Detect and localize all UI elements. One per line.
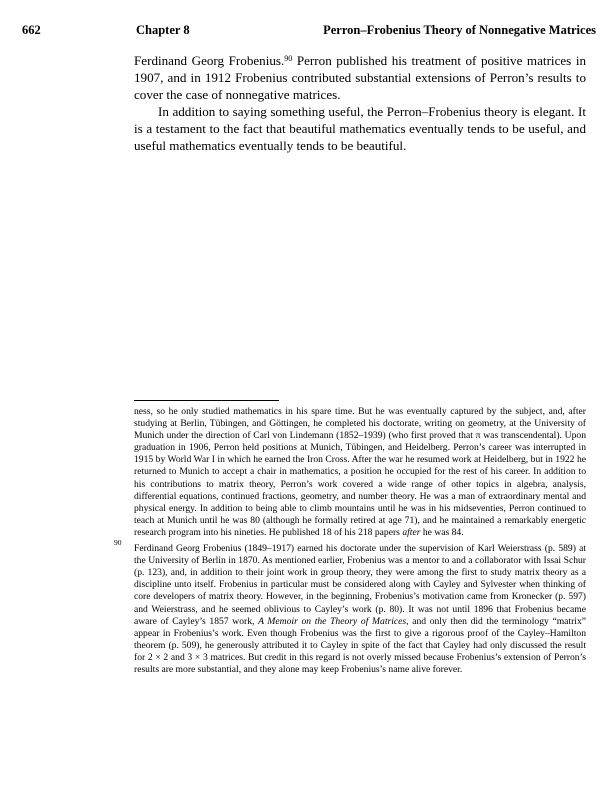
page-number: 662 — [22, 23, 41, 37]
main-text — [134, 52, 586, 154]
paragraph-1: Ferdinand Georg Frobenius.$^{90}$ Perron published his treatment of positive matrices in 1907, and in 1912 Frobenius contributed substantial extensions of Perron’s results to cover the case of nonnegative matrices. — [134, 53, 586, 102]
footnote-continuation: ness, so he only studied mathematics in his spare time. But he was eventually captured by the subject, and, after studying at Berlin, Tübingen, and Göttingen, he completed his doctorate, writing on geometry, at the University of Munich under the direction of Carl von Lindemann (1852–1939) (who first proved that π was transcendental). Upon graduation in 1906, Perron held positions at Munich, Tübingen, and Heidelberg. Perron’s career was interrupted in 1915 by World War I in which he earned the Iron Cross. After the war he resumed work at Heidelberg, but in 1922 he returned to Munich to accept a chair in mathematics, a position he occupied for the rest of his career. In addition to his contributions to matrix theory, Perron’s work covered a wide range of other topics in algebra, analysis, differential equations, continued fractions, geometry, and number theory. He was a man of extraordinary mental and physical energy. In addition to being able to climb mountains until he was in his midseventies, Perron continued to teach at Munich until he was 80 (although he formally retired at age 71), and he maintained a remarkably energetic research program into his nineties. He published 18 of his 218 papers after he was 84. — [134, 406, 586, 538]
footnote-ref-90[interactable]: 90 — [284, 54, 293, 63]
chapter-title: Perron–Frobenius Theory of Nonnegative Matrices — [323, 23, 596, 37]
chapter-label: Chapter 8 — [136, 23, 190, 37]
footnote-marker: 90 — [114, 538, 122, 548]
footnote-90: 90 Ferdinand Georg Frobenius (1849–1917) earned his doctorate under the supervision of Karl Weierstrass (p. 589) at the University of Berlin in 1870. As mentioned earlier, Frobenius was a mentor to and a collaborator with Issai Schur (p. 123), and, in addition to their joint work in group theory, they were among the first to study matrix theory as a discipline unto itself. Frobenius in particular must be considered along with Cayley and Sylvester when thinking of core developers of matrix theory. However, in the beginning, Frobenius’s motivation came from Kronecker (p. 597) and Weierstrass, and he seemed oblivious to Cayley’s work (p. 80). It was not until 1896 that Frobenius became aware of Cayley’s 1857 work, A Memoir on the Theory of Matrices, and only then did the terminology “matrix” appear in Frobenius’s work. Even though Frobenius was the first to give a rigorous proof of the Cayley–Hamilton theorem (p. 509), he generously attributed it to Cayley in spite of the fact that Cayley had only discussed the result for 2 × 2 and 3 × 3 matrices. But credit in this regard is not overly missed because Frobenius’s extension of Perron’s results are more substantial, and they alone may keep Frobenius’s name alive forever. — [114, 538, 586, 675]
footnote-rule — [134, 400, 279, 401]
running-header — [0, 20, 610, 40]
paragraph-2: In addition to saying something useful, the Perron–Frobenius theory is elegant. It is a testament to the fact that beautiful mathematics eventually tends to be useful, and useful mathematics eventually tends to be beautiful. — [134, 104, 586, 153]
footnotes — [114, 406, 586, 676]
